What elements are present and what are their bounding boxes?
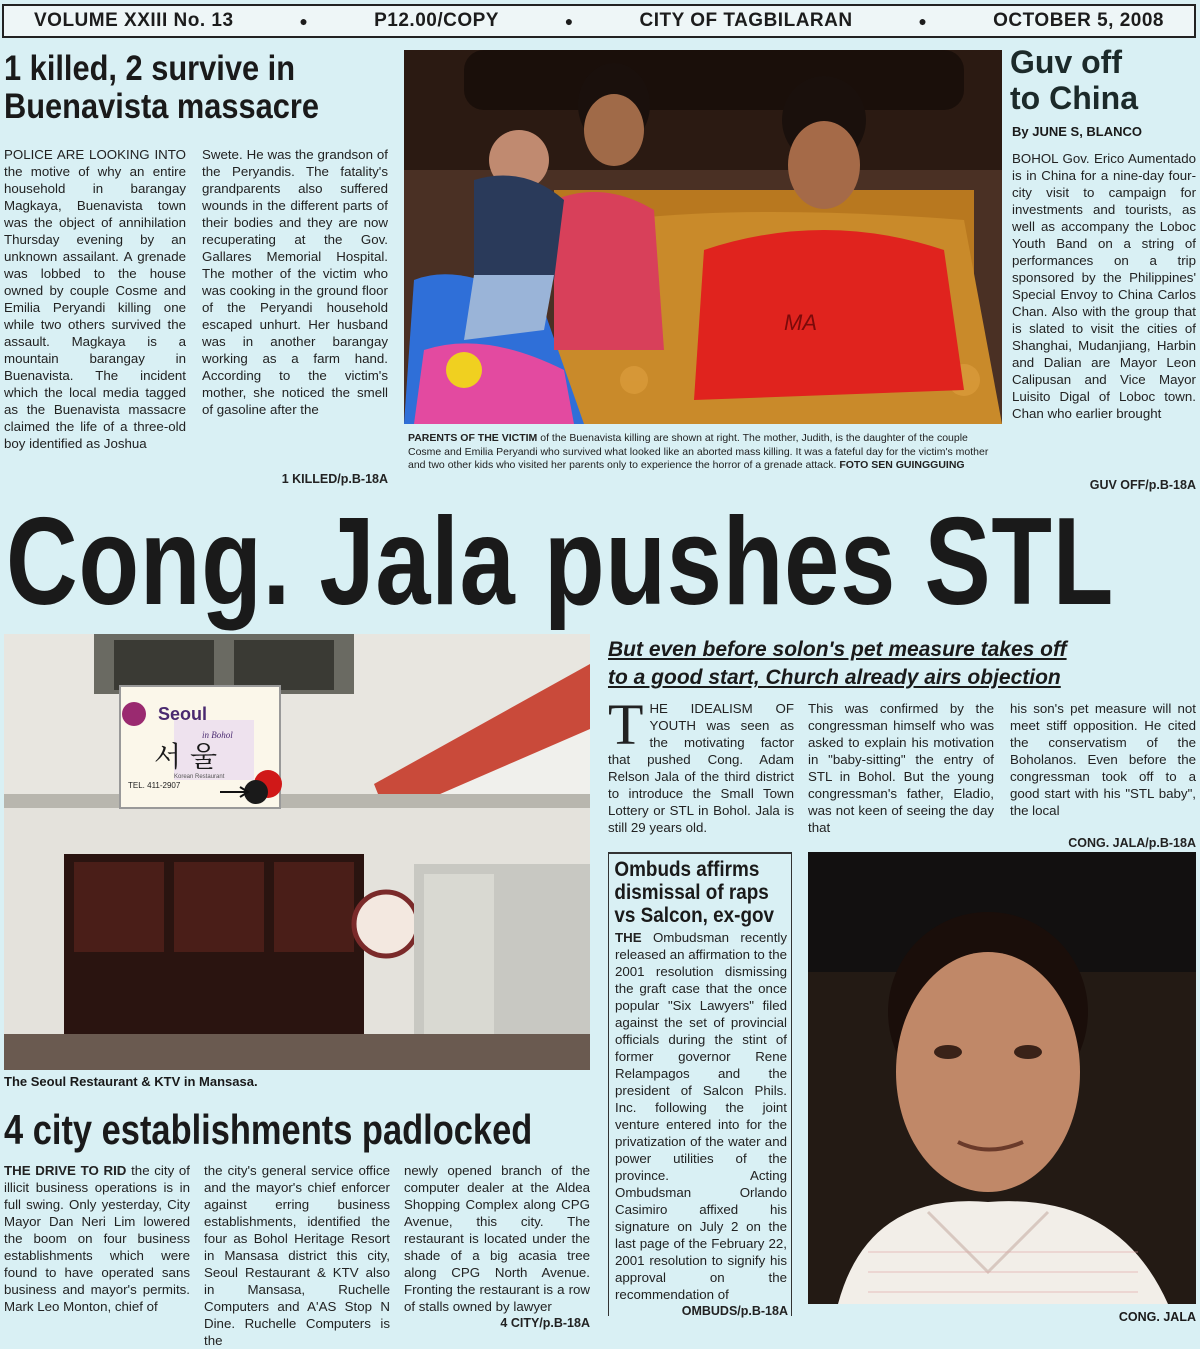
stl-column-1 <box>608 692 794 848</box>
issue-date: OCTOBER 5, 2008 <box>993 10 1164 31</box>
caption-lead: PARENTS OF THE VICTIM <box>408 432 538 444</box>
city: CITY OF TAGBILARAN <box>639 10 853 31</box>
padlocked-jump-line: 4 CITY/p.B-18A <box>500 1316 590 1330</box>
caption-body: of the Buenavista killing are shown at right. The mother, Judith, is the daughter of the couple Cosme and Emilia Peryandi who survived what looked like an aborted mass killing. It was a fateful day for the victim's mother and two other kids who visited her parents only to experience the horror of a grenade attack. <box>408 432 989 471</box>
seoul-restaurant-photo <box>4 634 590 1070</box>
stl-subhead-line2: to a good start, Church already airs objection <box>608 666 1061 689</box>
photo-credit: FOTO SEN GUINGGUING <box>839 459 965 471</box>
price: P12.00/COPY <box>374 10 499 31</box>
ombuds-box <box>608 852 792 1316</box>
sign-small: Korean Restaurant <box>174 774 225 780</box>
stl-subhead-line1: But even before solon's pet measure takes off <box>608 638 1067 661</box>
guv-jump-line: GUV OFF/p.B-18A <box>1089 478 1196 492</box>
banner-headline-box <box>6 494 1196 634</box>
ombuds-lead: THE <box>615 930 642 945</box>
drop-cap: T <box>608 692 644 757</box>
parents-photo <box>404 50 1002 424</box>
stl-column-3: his son's pet measure will not meet stiff opposition. He cited the conservatism of the Boholanos. Even before the congressman took off to a good start with his "STL baby", the local <box>1010 701 1196 818</box>
padlocked-headline: 4 city establishments padlocked <box>4 1106 533 1153</box>
seoul-photo-caption: The Seoul Restaurant & KTV in Mansasa. <box>4 1074 258 1089</box>
parents-photo-illustration <box>404 50 1002 424</box>
sign-subname: in Bohol <box>202 730 233 740</box>
sign-telephone: TEL. 411-2907 <box>128 781 181 790</box>
bullet-icon: ● <box>918 13 928 29</box>
padlocked-column-1 <box>4 1162 190 1332</box>
masthead <box>2 4 1196 38</box>
massacre-headline-line1: 1 killed, 2 survive in <box>4 49 296 88</box>
bullet-icon: ● <box>564 13 574 29</box>
stl-jump-line: CONG. JALA/p.B-18A <box>1068 836 1196 850</box>
parents-photo-caption <box>408 432 998 473</box>
jala-photo-caption: CONG. JALA <box>1118 1310 1196 1324</box>
bullet-icon: ● <box>299 13 309 29</box>
guv-headline-line1: Guv off <box>1010 44 1122 80</box>
padlocked-column-1-text: the city of illicit business operations is in full swing. Only yesterday, City Mayor Dan Neri Lim lowered the boom on four business establishments which were found to have operated sans business and mayor's permits. Mark Leo Monton, chief of <box>4 1163 190 1314</box>
padlocked-headline-box <box>4 1106 604 1156</box>
stl-subhead <box>608 636 1198 692</box>
ombuds-body <box>609 929 791 1309</box>
cong-jala-photo <box>808 852 1196 1304</box>
ombuds-headline: Ombuds affirms dismissal of raps vs Salcon, ex-gov <box>614 858 775 927</box>
massacre-jump-line: 1 KILLED/p.B-18A <box>281 472 388 486</box>
banner-headline: Cong. Jala pushes STL <box>6 493 1115 631</box>
stl-column-1-text: HE IDEALISM OF YOUTH was seen as the motivating factor that pushed Cong. Adam Relson Jala of the third district to introduce the Small Town Lottery or STL in Bohol. Jala is still 29 years old. <box>608 701 794 835</box>
seoul-photo-illustration <box>4 634 590 1070</box>
sign-name: Seoul <box>158 704 208 724</box>
volume-number: VOLUME XXIII No. 13 <box>34 10 234 31</box>
massacre-headline-line2: Buenavista massacre <box>4 87 320 126</box>
padlocked-lead: THE DRIVE TO RID <box>4 1163 127 1178</box>
guv-headline <box>1010 44 1196 116</box>
ombuds-jump-line: OMBUDS/p.B-18A <box>681 1304 788 1318</box>
massacre-column-1: POLICE ARE LOOKING INTO the motive of why an entire household in barangay Magkaya, Buenavista town was the object of annihilation Thursday evening by an unknown assailant. A grenade was lobbed to the house owned by couple Cosme and Emilia Peryandi killing one while two others survived the assault. Magkaya is a mountain barangay in Buenavista. The incident which the local media tagged as the Buenavista massacre claimed the life of a three-old boy identified as Joshua <box>4 147 186 451</box>
sign-korean: 서 울 <box>154 740 217 773</box>
guv-body: BOHOL Gov. Erico Aumentado is in China for a nine-day four-city visit to campaign for investments and tourists, as well as accompany the Loboc Youth Band on a string of performances on a trip sponsored by the Philippines' Special Envoy to China Carlos Chan. Also with the group that is slated to visit the cities of Shanghai, Mudanjiang, Harbin and Dalian are Mayor Leon Calipusan and Vice Mayor Luisito Digal of Loboc town. Chan who earlier brought <box>1012 151 1196 421</box>
shirt-print: MA <box>784 310 817 335</box>
guv-headline-line2: to China <box>1010 80 1138 116</box>
guv-byline: By JUNE S, BLANCO <box>1012 124 1143 139</box>
massacre-column-2: Swete. He was the grandson of the Peryandis. The fatality's grandparents also suffered wounds in the different parts of their bodies and they are now recuperating at the Gov. Gallares Memorial Hospital. The mother of the victim who was cooking in the ground floor of the Peryandi household escaped unhurt. Her husband was in another barangay working as a farm hand. According to the victim's mother, she noticed the smell of gasoline after the <box>202 147 388 417</box>
ombuds-body-text: Ombudsman recently released an affirmation to the 2001 resolution dismissing the graft case that the once popular "Six Lawyers" filed against the set of provincial officials during the stint of former governor Rene Relampagos and the president of Salcon Phils. Inc. following the joint venture entered into for the privatization of the water and power utilities of the province. Acting Ombudsman Orlando Casimiro affixed his signature on July 2 on the last page of the February 22, 2001 resolution to signify his approval on the recommendation of <box>615 930 787 1302</box>
padlocked-column-3: newly opened branch of the computer dealer at the Aldea Shopping Complex along CPG Avenue, this city. The restaurant is located under the shade of a big acasia tree along CPG North Avenue. Fronting the restaurant is a row of stalls owned by lawyer <box>404 1163 590 1314</box>
jala-photo-illustration <box>808 852 1196 1304</box>
stl-column-2: This was confirmed by the congressman himself who was asked to explain his motivation in "baby-sitting" the entry of STL in Bohol. But the young congressman's father, Eladio, was not keen of seeing the day that <box>808 701 994 835</box>
massacre-headline <box>4 50 404 126</box>
padlocked-column-2: the city's general service office and the mayor's chief enforcer against erring business establishments, identified the four as Bohol Heritage Resort in Mansasa district this city, Seoul Restaurant & KTV also in Mansasa, Ruchelle Computers and A'AS Stop N Dine. Ruchelle Computers is the <box>204 1163 390 1348</box>
